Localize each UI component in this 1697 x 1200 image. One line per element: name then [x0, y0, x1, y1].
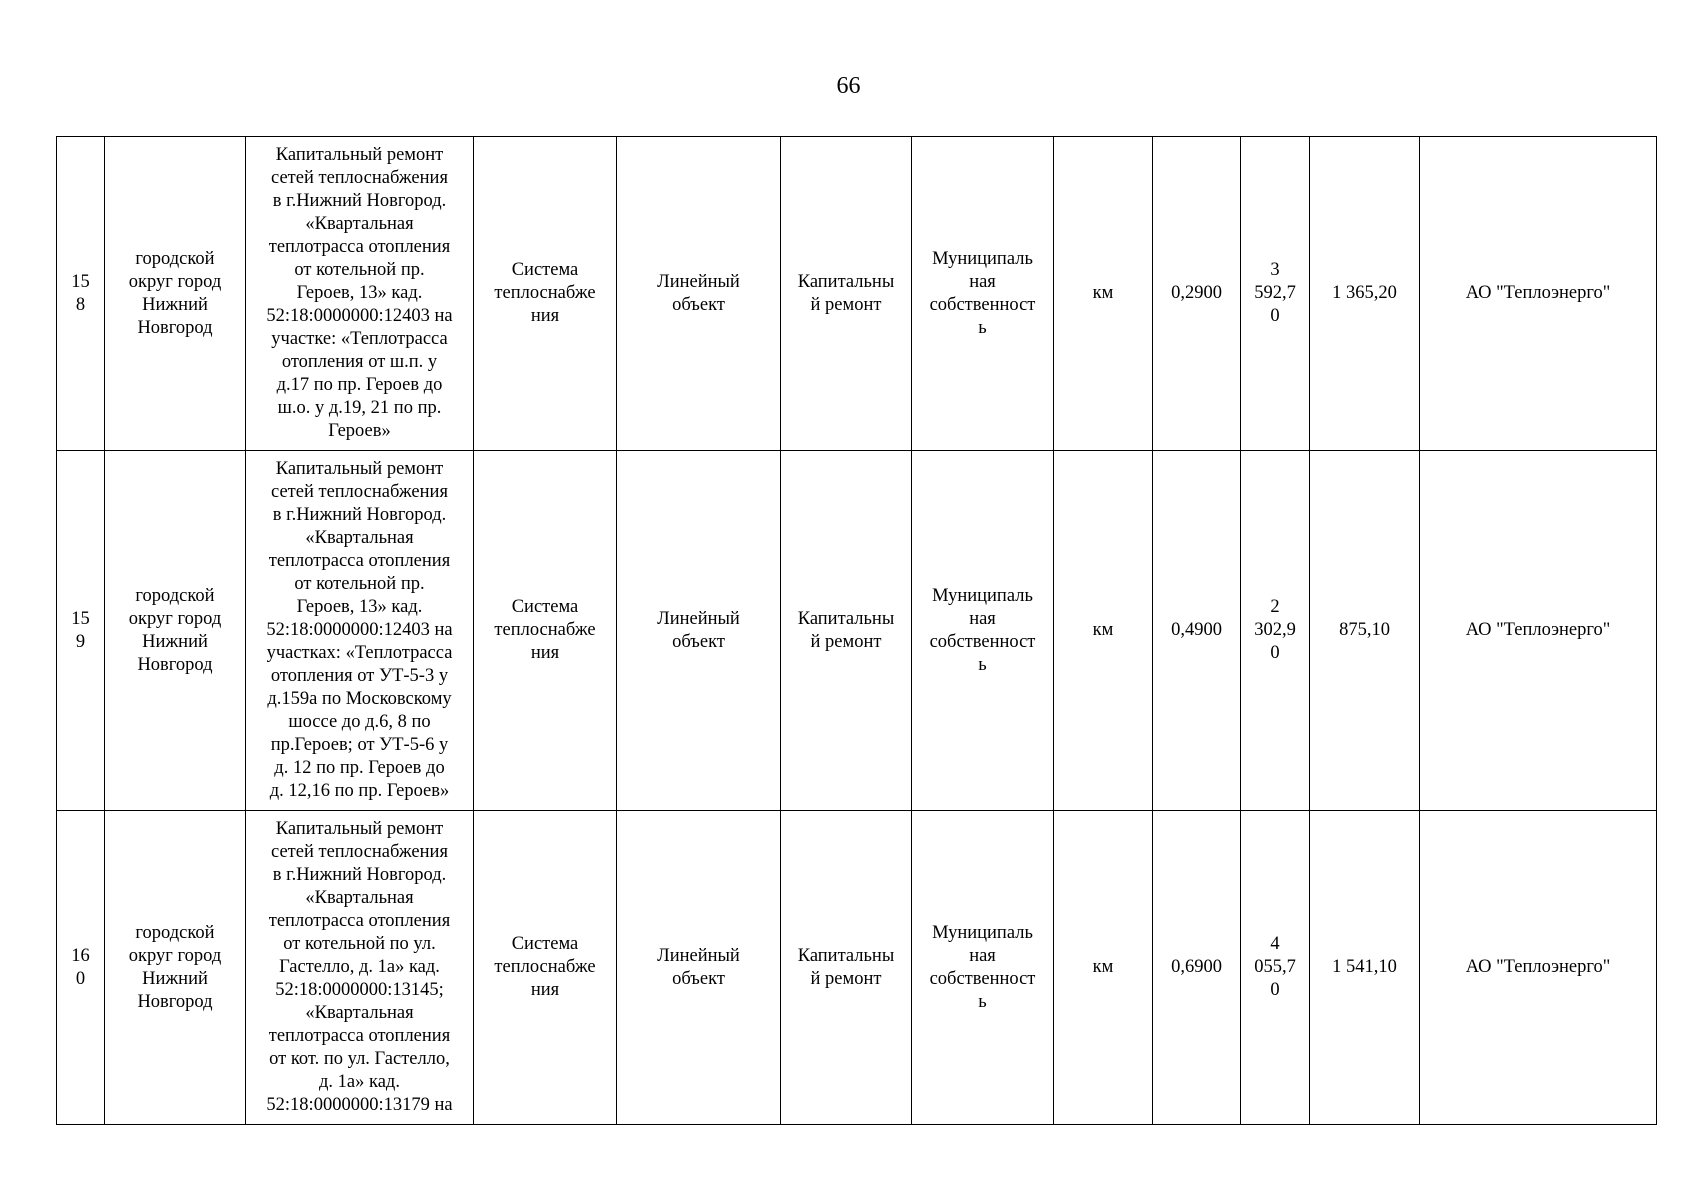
- value1-cell: 3 592,7 0: [1241, 137, 1310, 451]
- table-row: [57, 811, 1657, 1125]
- row-number-cell: 15 8: [57, 137, 105, 451]
- unit-cell: км: [1054, 451, 1153, 811]
- executor-cell: АО "Теплоэнерго": [1420, 451, 1657, 811]
- unit-cell: км: [1054, 137, 1153, 451]
- value2-cell: 1 541,10: [1310, 811, 1420, 1125]
- object-type-cell: Линейный объект: [617, 811, 781, 1125]
- row-number-cell: 16 0: [57, 811, 105, 1125]
- object-type-cell: Линейный объект: [617, 137, 781, 451]
- ownership-cell: Муниципаль ная собственност ь: [912, 811, 1054, 1125]
- table-row: [57, 451, 1657, 811]
- works-table: [56, 136, 1657, 1125]
- work-type-cell: Капитальны й ремонт: [781, 137, 912, 451]
- object-name-cell: Капитальный ремонт сетей теплоснабжения в г.Нижний Новгород. «Квартальная теплотрасса отопления от котельной по ул. Гастелло, д. 1а» кад. 52:18:0000000:13145; «Квартальная теплотрасса отопления от кот. по ул. Гастелло, д. 1а» кад. 52:18:0000000:13179 на: [246, 811, 474, 1125]
- table-row: [57, 137, 1657, 451]
- object-name-cell: Капитальный ремонт сетей теплоснабжения в г.Нижний Новгород. «Квартальная теплотрасса отопления от котельной пр. Героев, 13» кад. 52:18:0000000:12403 на участке: «Теплотрасса отопления от ш.п. у д.17 по пр. Героев до ш.о. у д.19, 21 по пр. Героев»: [246, 137, 474, 451]
- work-type-cell: Капитальны й ремонт: [781, 451, 912, 811]
- territory-cell: городской округ город Нижний Новгород: [105, 811, 246, 1125]
- page-number: 66: [836, 73, 861, 99]
- length-cell: 0,6900: [1153, 811, 1241, 1125]
- territory-cell: городской округ город Нижний Новгород: [105, 451, 246, 811]
- ownership-cell: Муниципаль ная собственност ь: [912, 137, 1054, 451]
- value1-cell: 2 302,9 0: [1241, 451, 1310, 811]
- value2-cell: 875,10: [1310, 451, 1420, 811]
- row-number-cell: 15 9: [57, 451, 105, 811]
- executor-cell: АО "Теплоэнерго": [1420, 811, 1657, 1125]
- work-type-cell: Капитальны й ремонт: [781, 811, 912, 1125]
- unit-cell: км: [1054, 811, 1153, 1125]
- executor-cell: АО "Теплоэнерго": [1420, 137, 1657, 451]
- value2-cell: 1 365,20: [1310, 137, 1420, 451]
- length-cell: 0,2900: [1153, 137, 1241, 451]
- system-cell: Система теплоснабже ния: [474, 137, 617, 451]
- territory-cell: городской округ город Нижний Новгород: [105, 137, 246, 451]
- object-type-cell: Линейный объект: [617, 451, 781, 811]
- ownership-cell: Муниципаль ная собственност ь: [912, 451, 1054, 811]
- object-name-cell: Капитальный ремонт сетей теплоснабжения в г.Нижний Новгород. «Квартальная теплотрасса отопления от котельной пр. Героев, 13» кад. 52:18:0000000:12403 на участках: «Теплотрасса отопления от УТ-5-3 у д.159а по Московскому шоссе до д.6, 8 по пр.Героев; от УТ-5-6 у д. 12 по пр. Героев до д. 12,16 по пр. Героев»: [246, 451, 474, 811]
- length-cell: 0,4900: [1153, 451, 1241, 811]
- value1-cell: 4 055,7 0: [1241, 811, 1310, 1125]
- system-cell: Система теплоснабже ния: [474, 451, 617, 811]
- system-cell: Система теплоснабже ния: [474, 811, 617, 1125]
